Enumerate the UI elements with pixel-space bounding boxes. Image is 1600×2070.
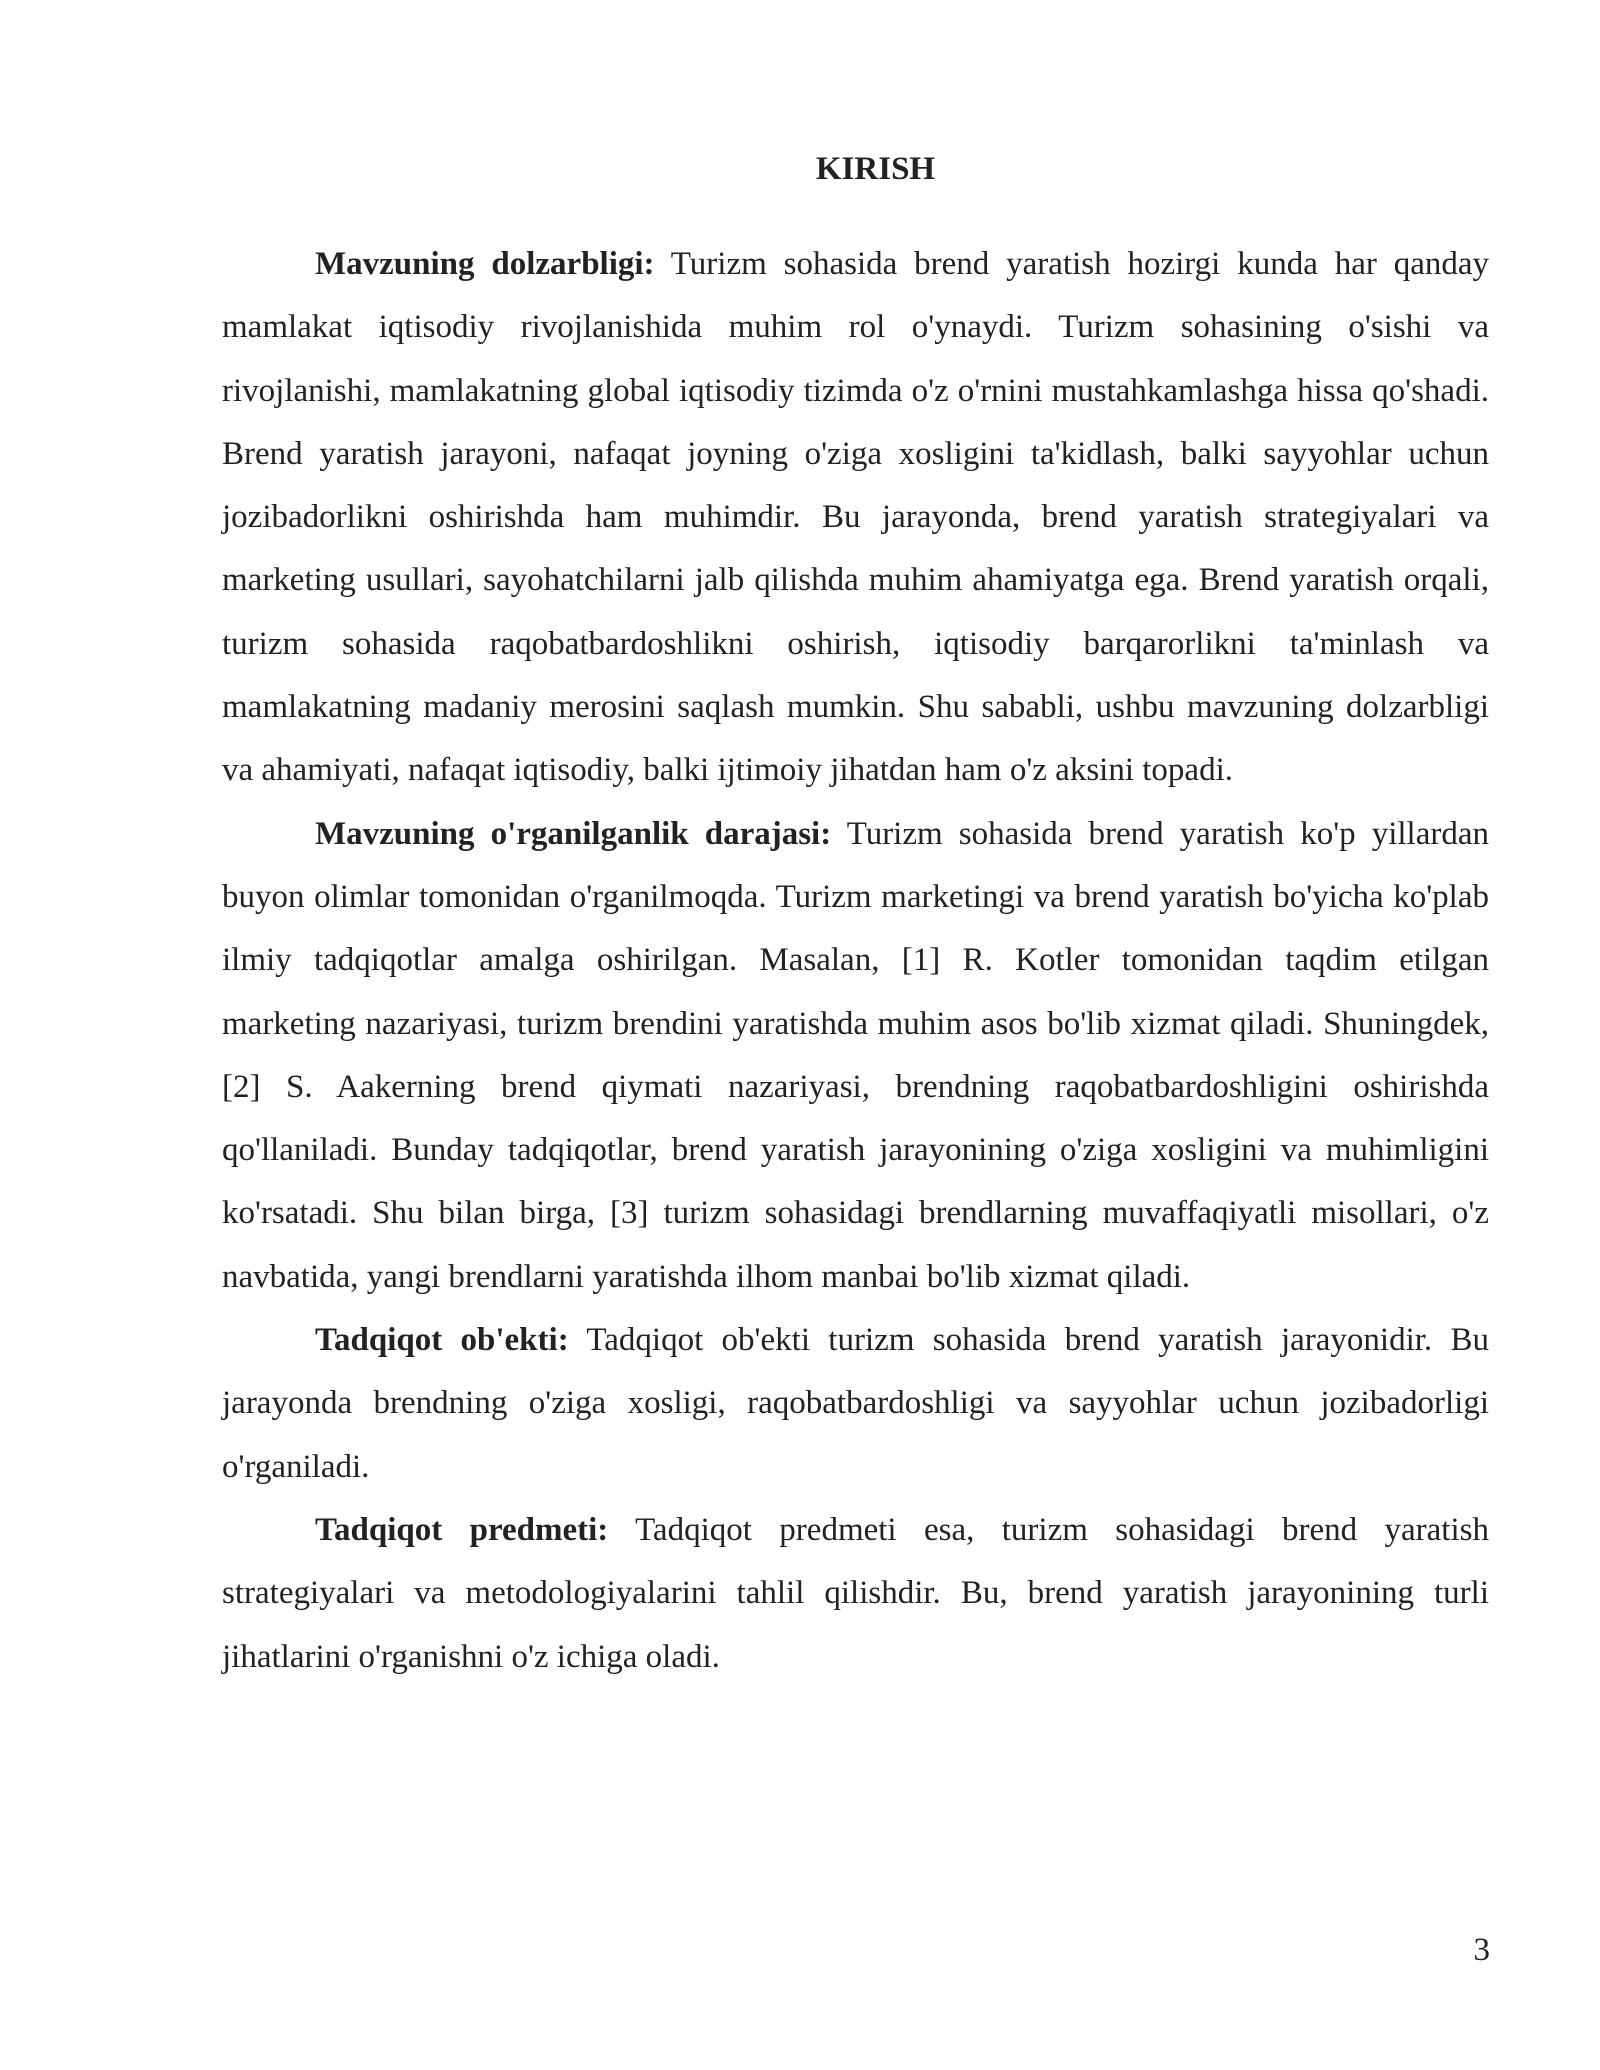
paragraph-research-object (222, 1309, 1489, 1499)
paragraph-relevance (222, 233, 1489, 803)
paragraph-label: Tadqiqot predmeti: (315, 1511, 609, 1548)
section-heading: KIRISH (815, 151, 936, 187)
paragraph-text: Turizm sohasida brend yaratish ko'p yillardan buyon olimlar tomonidan o'rganilmoqda. Turizm marketingi va brend yaratish bo'yicha ko'plab ilmiy tadqiqotlar amalga oshirilgan. Masalan, [1] R. Kotler tomonidan taqdim etilgan marketing nazariyasi, turizm brendini yaratishda muhim asos bo'lib xizmat qiladi. Shuningdek, [2] S. Aakerning brend qiymati nazariyasi, brendning raqobatbardoshligini oshirishda qo'llaniladi. Bunday tadqiqotlar, brend yaratish jarayonining o'ziga xosligini va muhimligini ko'rsatadi. Shu bilan birga, [3] turizm sohasidagi brendlarning muvaffaqiyatli misollari, o'z navbatida, yangi brendlarni yaratishda ilhom manbai bo'lib xizmat qiladi. (222, 815, 1490, 1295)
page-number: 3 (1473, 1932, 1490, 1968)
paragraph-label: Mavzuning o'rganilganlik darajasi: (315, 815, 832, 852)
paragraph-research-subject (222, 1499, 1489, 1689)
paragraph-label: Tadqiqot ob'ekti: (315, 1322, 569, 1359)
paragraph-label: Mavzuning dolzarbligi: (315, 246, 655, 282)
paragraph-text: Tadqiqot ob'ekti turizm sohasida brend yaratish jarayonidir. Bu jarayonda brendning o'ziga xosligi, raqobatbardoshligi va sayyohlar uchun jozibadorligi o'rganiladi. (222, 1322, 1489, 1485)
paragraph-study-degree (222, 803, 1489, 1309)
page-content (222, 138, 1489, 1689)
paragraph-text: Turizm sohasida brend yaratish hozirgi kunda har qanday mamlakat iqtisodiy rivojlanishida muhim rol o'ynaydi. Turizm sohasining o'sishi va rivojlanishi, mamlakatning global iqtisodiy tizimda o'z o'rnini mustahkamlashga hissa qo'shadi. Brend yaratish jarayoni, nafaqat joyning o'ziga xosligini ta'kidlash, balki sayyohlar uchun jozibadorlikni oshirishda ham muhimdir. Bu jarayonda, brend yaratish strategiyalari va marketing usullari, sayohatchilarni jalb qilishda muhim ahamiyatga ega. Brend yaratish orqali, turizm sohasida raqobatbardoshlikni oshirish, iqtisodiy barqarorlikni ta'minlash va mamlakatning madaniy merosini saqlash mumkin. Shu sababli, ushbu mavzuning dolzarbligi va ahamiyati, nafaqat iqtisodiy, balki ijtimoiy jihatdan ham o'z aksini topadi. (222, 246, 1489, 789)
paragraph-text: Tadqiqot predmeti esa, turizm sohasidagi brend yaratish strategiyalari va metodologiyalarini tahlil qilishdir. Bu, brend yaratish jarayonining turli jihatlarini o'rganishni o'z ichiga oladi. (222, 1511, 1489, 1675)
